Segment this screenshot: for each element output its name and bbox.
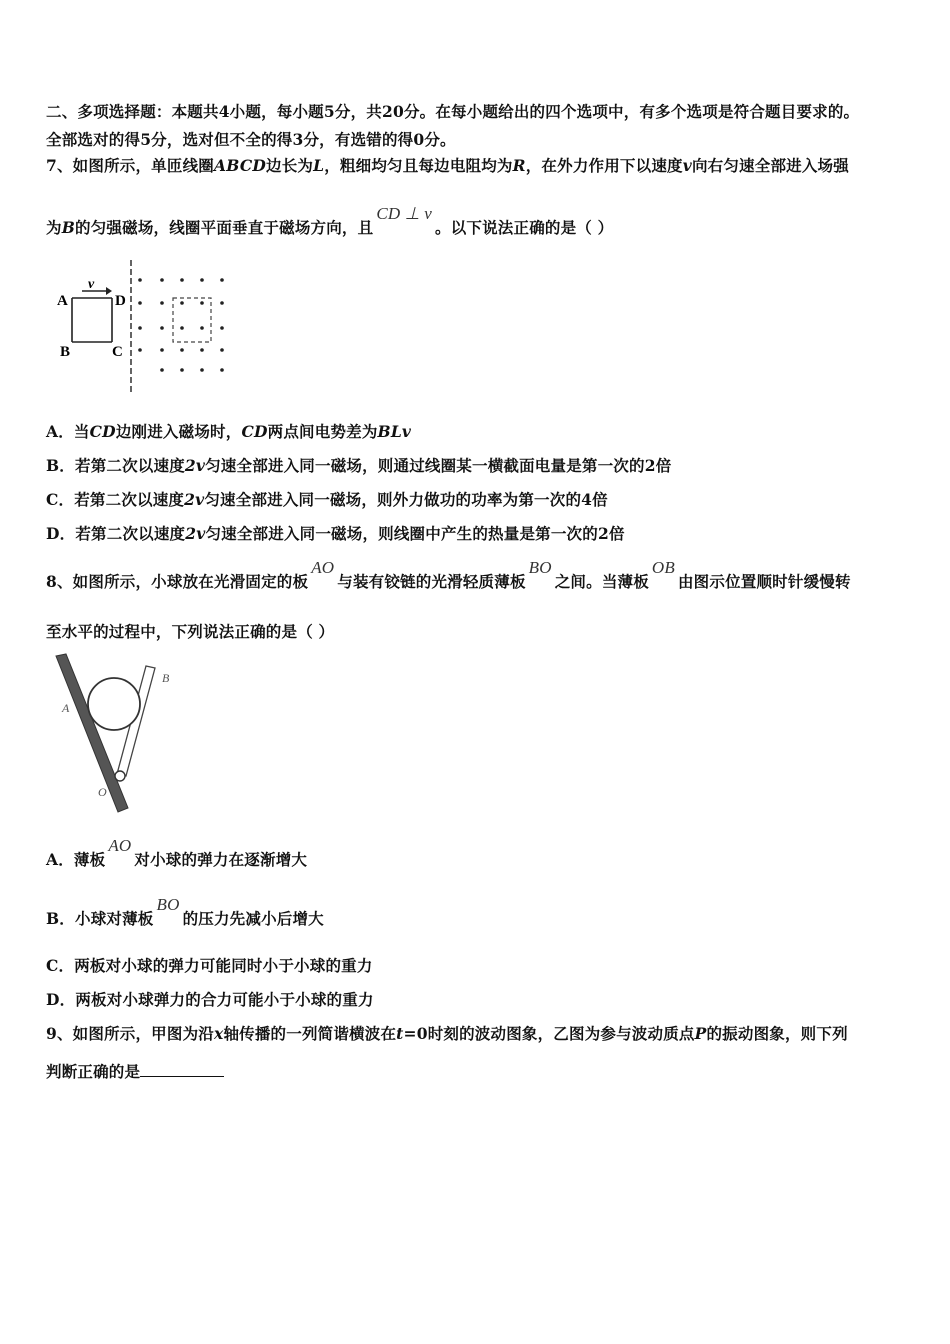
q8-text: 之间。当薄板 — [554, 572, 649, 591]
coil-dashed-outline — [173, 298, 211, 342]
q8-option-d-text: D．两板对小球弹力的合力可能小于小球的重力 — [46, 990, 374, 1009]
label-v: v — [88, 277, 95, 292]
q8-option-c-text: C．两板对小球的弹力可能同时小于小球的重力 — [46, 956, 373, 975]
q8-option-a-text: A．薄板 — [46, 850, 106, 869]
q7-text: ，在外力作用下以速度 — [525, 156, 683, 175]
q7-stem-line2 — [46, 204, 614, 238]
q9-symbol-P: P — [694, 1024, 707, 1043]
label-B: B — [162, 671, 170, 685]
q8-option-a-text: 对小球的弹力在逐渐增大 — [134, 850, 308, 869]
q7-option-b-text: B．若第二次以速度 — [46, 456, 185, 475]
q7-option-b — [46, 454, 671, 476]
q7-text: 边长为 — [266, 156, 314, 175]
q7-text: 向右匀速全部进入场强 — [691, 156, 849, 175]
q8-stem-line1 — [46, 558, 851, 592]
q7-option-d — [46, 522, 625, 544]
q7-math-cd-perp-v: CD ⊥ v — [376, 204, 432, 223]
q7-option-c-number: 4 — [581, 490, 593, 509]
q8-stem-line2 — [46, 620, 334, 642]
q9-stem-line1 — [46, 1022, 848, 1044]
q7-option-b-text: 倍 — [655, 456, 672, 475]
q8-option-b-math: BO — [156, 895, 180, 914]
q8-math-OB: OB — [651, 558, 675, 577]
q7-coil-name: ABCD — [214, 156, 266, 175]
q7-text: ，粗细均匀且每边电阻均为 — [324, 156, 513, 175]
q8-option-b — [46, 895, 324, 929]
q9-text: 的振动图象，则下列 — [706, 1024, 848, 1043]
q7-option-d-symbol: 2v — [185, 524, 206, 543]
q7-option-a-symbol: CD — [89, 422, 116, 441]
q7-option-a-symbol: BLv — [377, 422, 412, 441]
label-C: C — [112, 344, 123, 360]
q9-symbol-t: t — [396, 1024, 404, 1043]
q7-text: 为 — [46, 218, 62, 237]
q9-text: 轴传播的一列简谐横波在 — [223, 1024, 397, 1043]
q7-option-c-symbol: 2v — [184, 490, 205, 509]
q9-stem-line2 — [46, 1060, 224, 1082]
section-heading-line1: 二、多项选择题：本题共4小题，每小题5分，共20分。在每小题给出的四个选项中，有多个选项是符合题目要求的。 — [46, 102, 860, 121]
q7-option-c — [46, 488, 608, 510]
q7-option-a-text: A．当 — [46, 422, 90, 441]
q7-option-a-text: 边刚进入磁场时， — [115, 422, 242, 441]
q7-option-d-text: 匀速全部进入同一磁场，则线圈中产生的热量是第一次的 — [205, 524, 598, 543]
q7-option-a-symbol: CD — [241, 422, 268, 441]
q9-text: =0时刻的波动图象，乙图为参与波动质点 — [403, 1024, 695, 1043]
label-A: A — [57, 293, 68, 309]
q9-prompt: 判断正确的是 — [46, 1062, 141, 1081]
q8-option-a-math: AO — [108, 836, 132, 855]
label-B: B — [60, 344, 71, 360]
q9-text: 9、如图所示，甲图为沿 — [46, 1024, 214, 1043]
label-D: D — [115, 293, 126, 309]
section-heading-line2: 全部选对的得5分，选对但不全的得3分，有选错的得0分。 — [46, 130, 456, 149]
q8-prompt: 至水平的过程中，下列说法正确的是（ ） — [46, 622, 335, 641]
q8-option-a — [46, 836, 308, 870]
q7-option-b-number: 2 — [644, 456, 656, 475]
q8-option-b-text: 的压力先减小后增大 — [182, 909, 324, 928]
q7-option-a — [46, 420, 411, 442]
q8-text: 8、如图所示，小球放在光滑固定的板 — [46, 572, 309, 591]
q7-symbol-R: R — [512, 156, 526, 175]
q7-option-d-text: 倍 — [608, 524, 625, 543]
q8-option-b-text: B．小球对薄板 — [46, 909, 154, 928]
q7-option-b-text: 匀速全部进入同一磁场，则通过线圈某一横截面电量是第一次的 — [205, 456, 645, 475]
section-heading — [46, 100, 859, 122]
q7-symbol-v: v — [682, 156, 692, 175]
q7-option-d-text: D．若第二次以速度 — [46, 524, 186, 543]
q7-symbol-B: B — [61, 218, 76, 237]
answer-blank[interactable] — [140, 1062, 224, 1077]
q7-stem-line1 — [46, 154, 849, 176]
ball — [88, 678, 140, 730]
q7-figure — [52, 258, 242, 394]
hinge — [115, 771, 125, 781]
q7-text: 的匀强磁场，线圈平面垂直于磁场方向，且 — [75, 218, 374, 237]
q8-figure — [50, 650, 190, 818]
q7-option-d-number: 2 — [597, 524, 609, 543]
q8-text: 与装有铰链的光滑轻质薄板 — [337, 572, 526, 591]
section-scoring — [46, 128, 456, 150]
q7-option-a-text: 两点间电势差为 — [267, 422, 378, 441]
coil-square — [72, 298, 112, 342]
q7-symbol-L: L — [313, 156, 325, 175]
q7-text: 7、如图所示，单匝线圈 — [46, 156, 214, 175]
q9-symbol-x: x — [214, 1024, 224, 1043]
q8-text: 由图示位置顺时针缓慢转 — [677, 572, 851, 591]
label-A: A — [62, 701, 70, 715]
velocity-arrow — [82, 287, 112, 295]
q7-option-b-symbol: 2v — [184, 456, 206, 475]
q7-option-c-text: 倍 — [592, 490, 608, 509]
q7-option-c-text: C．若第二次以速度 — [46, 490, 185, 509]
q8-math-AO: AO — [311, 558, 335, 577]
q8-option-d — [46, 988, 374, 1010]
q7-option-c-text: 匀速全部进入同一磁场，则外力做功的功率为第一次的 — [204, 490, 582, 509]
q8-math-BO: BO — [528, 558, 552, 577]
q7-prompt: 。以下说法正确的是（ ） — [435, 218, 614, 237]
q8-option-c — [46, 954, 373, 976]
label-O: O — [98, 785, 107, 799]
